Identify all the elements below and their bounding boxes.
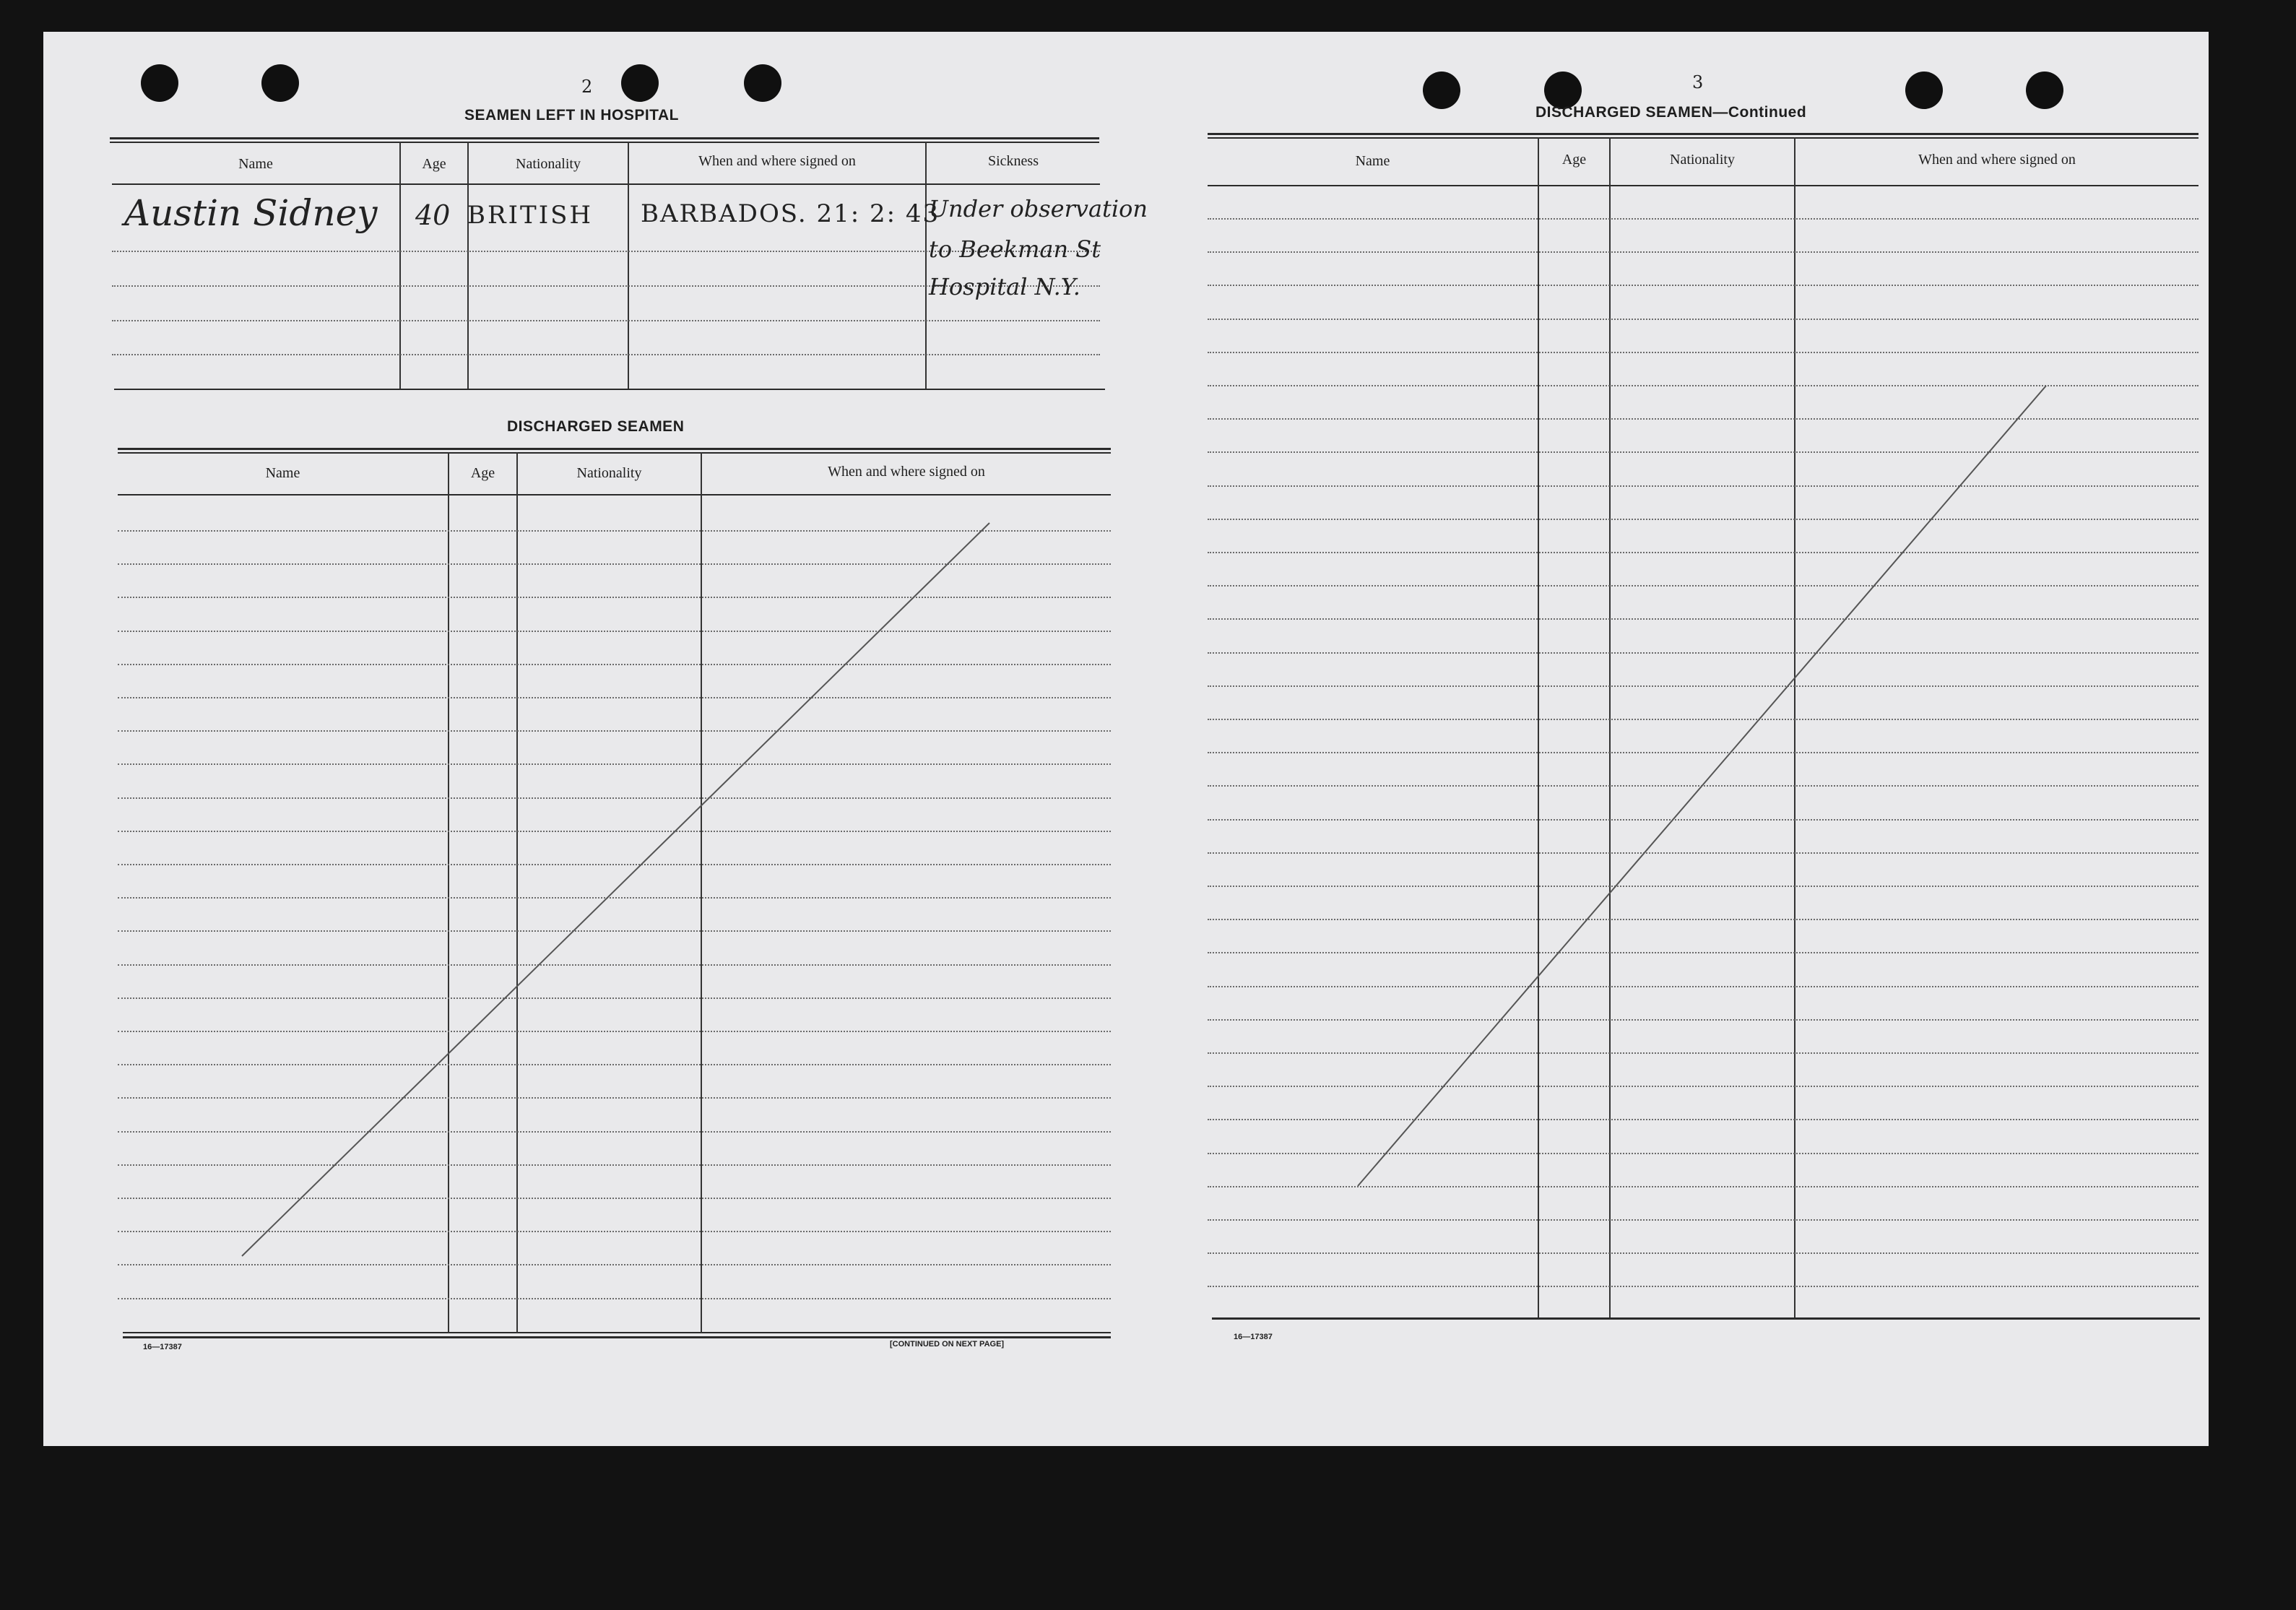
page-number: 2 xyxy=(581,77,593,97)
page-number: 3 xyxy=(1692,72,1704,92)
form-number: 16—17387 xyxy=(143,1343,182,1351)
seaman-sickness-line-2: to Beekman St xyxy=(929,235,1101,263)
section-title-text: DISCHARGED SEAMEN xyxy=(1535,104,1713,121)
column-header-sickness: Sickness xyxy=(988,153,1039,169)
column-header-signed-on: When and where signed on xyxy=(828,464,985,480)
column-header-nationality: Nationality xyxy=(576,465,642,481)
ledger-sheet xyxy=(43,32,2209,1446)
column-header-age: Age xyxy=(422,156,446,172)
section-title-discharged: DISCHARGED SEAMEN xyxy=(507,418,685,435)
column-header-age: Age xyxy=(1561,152,1587,168)
form-number: 16—17387 xyxy=(1234,1333,1273,1341)
column-header-signed-on: When and where signed on xyxy=(1918,152,2076,168)
seaman-age: 40 xyxy=(415,199,451,231)
seaman-sickness-line-1: Under observation xyxy=(929,195,1148,222)
continued-note: [CONTINUED ON NEXT PAGE] xyxy=(890,1340,1005,1349)
section-title-hospital: SEAMEN LEFT IN HOSPITAL xyxy=(464,107,679,124)
section-title-suffix: —Continued xyxy=(1712,104,1807,121)
seaman-sickness-line-3: Hospital N.Y. xyxy=(929,273,1080,300)
seaman-signed-on: BARBADOS. 21: 2: 43 xyxy=(641,199,940,228)
column-header-name: Name xyxy=(238,156,273,172)
column-header-signed-on: When and where signed on xyxy=(698,153,856,169)
seaman-name: Austin Sidney xyxy=(124,192,378,234)
column-header-nationality: Nationality xyxy=(516,156,581,172)
column-header-name: Name xyxy=(1355,153,1390,169)
seaman-nationality: BRITISH xyxy=(467,201,594,230)
column-header-age: Age xyxy=(470,465,495,481)
void-strike-line xyxy=(43,32,2210,1404)
column-header-name: Name xyxy=(265,465,300,481)
column-header-nationality: Nationality xyxy=(1670,152,1735,168)
